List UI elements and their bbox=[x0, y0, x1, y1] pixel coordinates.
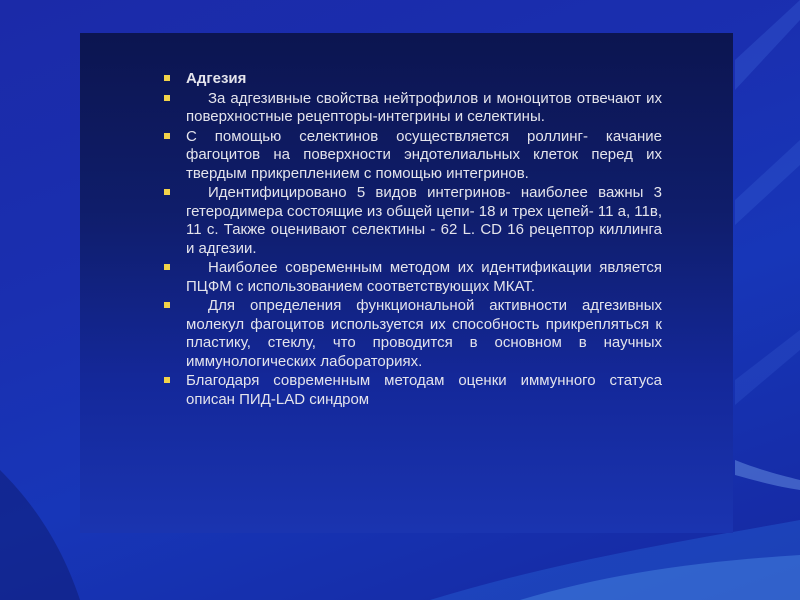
bullet-item-selectins-rolling bbox=[160, 128, 662, 183]
square-bullet-icon bbox=[164, 75, 170, 81]
bullet-item-adhesion-title bbox=[160, 70, 662, 88]
bullet-text: Для определения функциональной активности адгезивных молекул фагоцитов используется их способность прикрепляться к пластику, стеклу, что проводится в основном в научных иммунологических лабораториях. bbox=[186, 297, 662, 370]
square-bullet-icon bbox=[164, 302, 170, 308]
square-bullet-icon bbox=[164, 264, 170, 270]
square-bullet-icon bbox=[164, 133, 170, 139]
bullet-item-functional-activity bbox=[160, 297, 662, 371]
bullet-item-identification-method bbox=[160, 259, 662, 296]
bullet-text: Благодаря современным методам оценки иммунного статуса описан ПИД-LAD синдром bbox=[186, 372, 662, 408]
bullet-text: Адгезия bbox=[186, 70, 247, 87]
bullet-text: Идентифицировано 5 видов интегринов- наиболее важны 3 гетеродимера состоящие из общей цепи- 18 и трех цепей- 11 а, 11в, 11 с. Также оценивают селектины - 62 L. CD 16 рецептор киллинга и адгезии. bbox=[186, 184, 662, 257]
bullet-item-integrin-types bbox=[160, 184, 662, 258]
square-bullet-icon bbox=[164, 189, 170, 195]
bullet-list bbox=[160, 70, 662, 410]
bullet-text: За адгезивные свойства нейтрофилов и моноцитов отвечают их поверхностные рецепторы-интегрины и селектины. bbox=[186, 89, 662, 126]
bullet-text: Наиболее современным методом их идентификации является ПЦФМ с использованием соответствующих МКАТ. bbox=[186, 259, 662, 295]
bullet-item-adhesive-properties bbox=[160, 90, 662, 127]
square-bullet-icon bbox=[164, 377, 170, 383]
bullet-text: С помощью селектинов осуществляется роллинг- качание фагоцитов на поверхности эндотелиальных клеток перед их твердым прикреплением с помощью интегринов. bbox=[186, 127, 662, 182]
bullet-item-lad-syndrome bbox=[160, 372, 662, 409]
square-bullet-icon bbox=[164, 95, 170, 101]
